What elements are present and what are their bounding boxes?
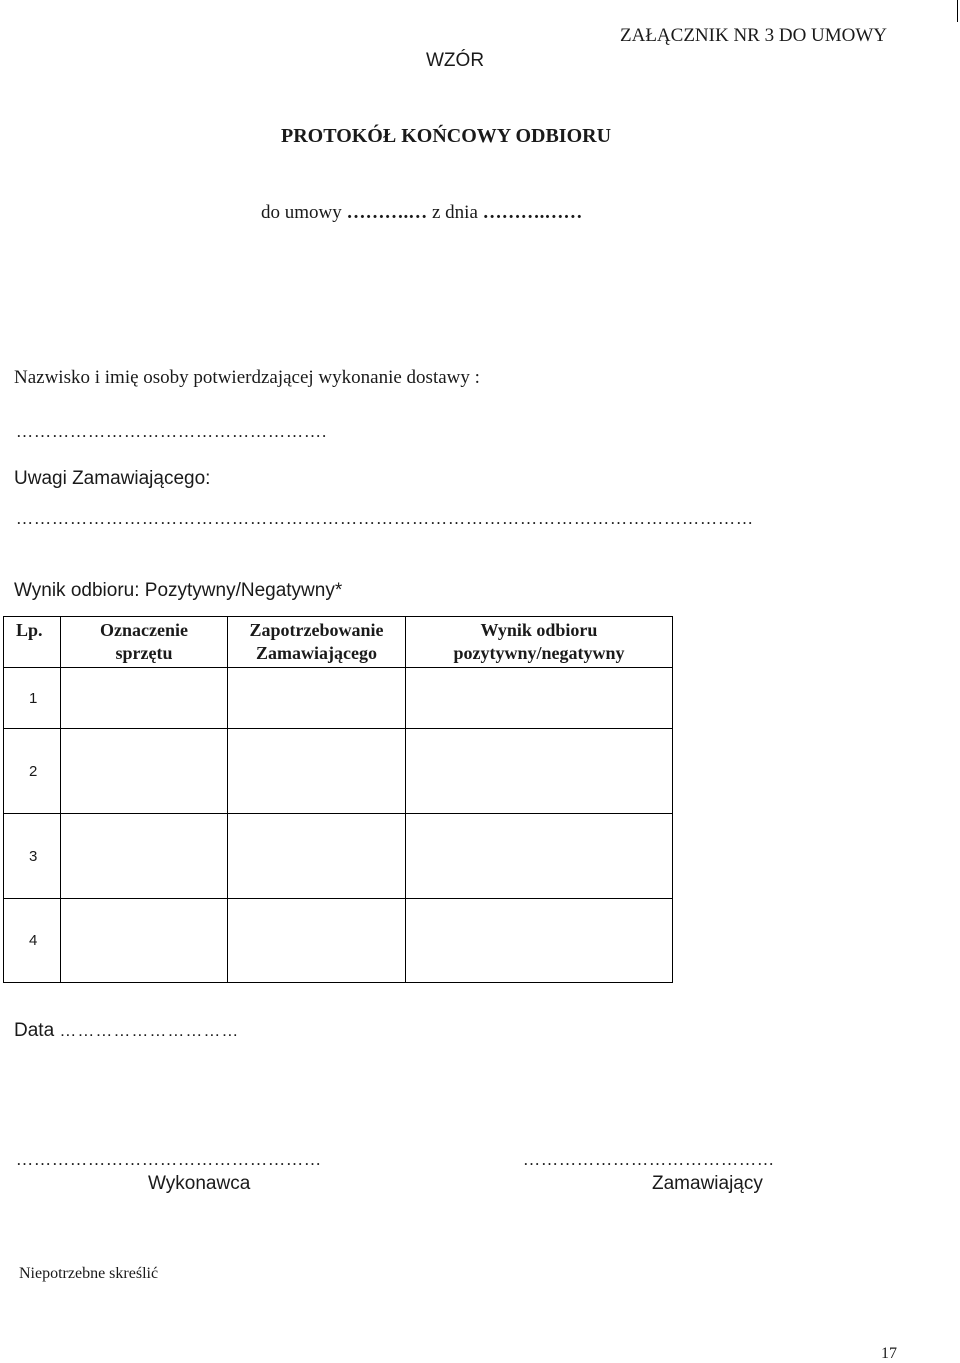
table-row xyxy=(4,814,673,899)
table-row xyxy=(4,899,673,983)
row-number: 3 xyxy=(4,814,61,899)
contractor-signature-field[interactable]: …………………………………………… xyxy=(16,1150,322,1169)
table-row xyxy=(4,729,673,814)
contract-line xyxy=(261,202,582,224)
equipment-cell[interactable] xyxy=(61,899,228,983)
contract-date-prefix: z dnia xyxy=(432,202,478,223)
confirmer-field[interactable]: ……………………………………………. xyxy=(16,422,328,441)
outcome-cell[interactable] xyxy=(406,729,673,814)
equipment-cell[interactable] xyxy=(61,668,228,729)
table-header-row xyxy=(4,617,673,668)
row-number: 1 xyxy=(4,668,61,729)
header-lp: Lp. xyxy=(4,617,61,668)
confirmer-label: Nazwisko i imię osoby potwierdzającej wykonanie dostawy : xyxy=(14,367,480,388)
result-label: Wynik odbioru: Pozytywny/Negatywny* xyxy=(14,580,343,601)
outcome-cell[interactable] xyxy=(406,899,673,983)
table-row xyxy=(4,668,673,729)
contract-number-field[interactable]: ……….… xyxy=(346,202,428,223)
demand-cell[interactable] xyxy=(228,814,406,899)
demand-cell[interactable] xyxy=(228,899,406,983)
outcome-cell[interactable] xyxy=(406,668,673,729)
date-line xyxy=(14,1020,239,1042)
contract-date-field[interactable]: ……….…… xyxy=(482,202,583,223)
row-number: 2 xyxy=(4,729,61,814)
outcome-cell[interactable] xyxy=(406,814,673,899)
remarks-label: Uwagi Zamawiającego: xyxy=(14,468,211,489)
annex-label: ZAŁĄCZNIK NR 3 DO UMOWY xyxy=(620,25,888,46)
date-field[interactable]: ………………………… xyxy=(59,1021,240,1040)
equipment-cell[interactable] xyxy=(61,729,228,814)
contractor-label: Wykonawca xyxy=(148,1173,251,1194)
contract-prefix: do umowy xyxy=(261,202,342,223)
template-label: WZÓR xyxy=(426,50,485,71)
orderer-signature-field[interactable]: …………………………………… xyxy=(523,1150,775,1169)
margin-bar xyxy=(957,0,958,22)
header-outcome: Wynik odbioru pozytywny/negatywny xyxy=(406,617,673,668)
remarks-field[interactable]: …………………………………………………………………………………………………………… xyxy=(16,509,754,528)
demand-cell[interactable] xyxy=(228,729,406,814)
header-equipment: Oznaczenie sprzętu xyxy=(61,617,228,668)
footnote: Niepotrzebne skreślić xyxy=(19,1265,159,1282)
equipment-cell[interactable] xyxy=(61,814,228,899)
header-demand: Zapotrzebowanie Zamawiającego xyxy=(228,617,406,668)
items-table xyxy=(3,616,673,983)
row-number: 4 xyxy=(4,899,61,983)
document-title: PROTOKÓŁ KOŃCOWY ODBIORU xyxy=(281,125,612,147)
page-number: 17 xyxy=(881,1345,897,1362)
orderer-label: Zamawiający xyxy=(652,1173,763,1194)
date-label: Data xyxy=(14,1020,55,1041)
demand-cell[interactable] xyxy=(228,668,406,729)
